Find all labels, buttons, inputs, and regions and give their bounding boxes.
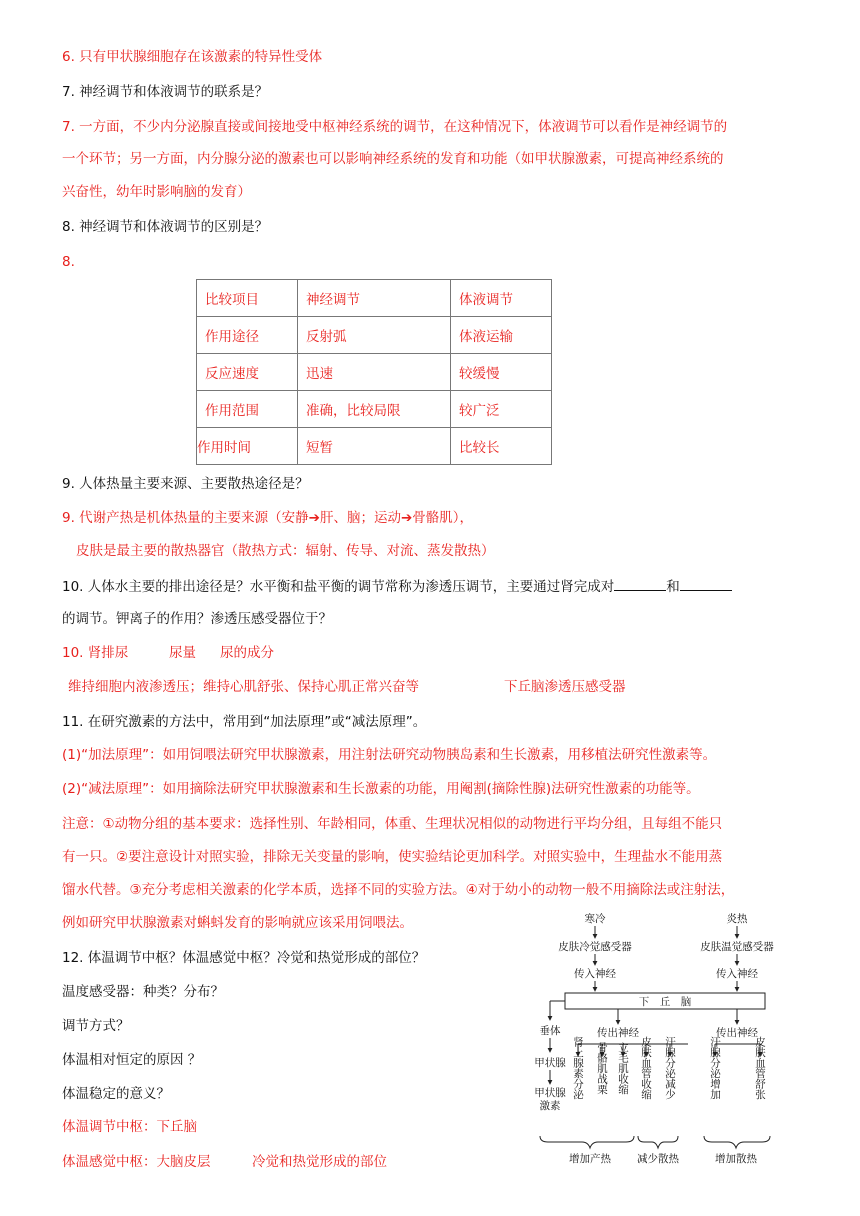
answer-7-line3: 兴奋性，幼年时影响脑的发育） <box>62 184 251 200</box>
arrow-icon: ➔ <box>308 510 320 526</box>
shiver-label: 骨骼肌战栗 <box>596 1041 608 1095</box>
answer-9-part1: 9. 代谢产热是机体热量的主要来源（安静 <box>62 510 309 526</box>
question-12-method: 调节方式？ <box>62 1018 130 1034</box>
cold-receptor-label: 皮肤冷觉感受器 <box>558 941 632 953</box>
thyroid-label: 甲状腺 <box>534 1057 566 1069</box>
vaso-dilate-label: 皮肤血管舒张 <box>754 1036 766 1100</box>
answer-10-line2b: 下丘脑渗透压感受器 <box>504 679 626 695</box>
answer-11-note1: 注意：①动物分组的基本要求：选择性别、年龄相同，体重、生理状况相似的动物进行平均分组，且每组不能只 <box>62 816 723 832</box>
table-cell: 反应速度 <box>197 354 298 391</box>
table-row <box>197 354 552 391</box>
more-loss-label: 增加散热 <box>715 1153 757 1165</box>
pilo-label: 立毛肌收缩 <box>617 1041 629 1095</box>
thermoregulation-diagram <box>530 908 800 1166</box>
question-12-receptor: 温度感受器：种类？分布？ <box>62 984 224 1000</box>
answer-11-note3: 馏水代替。③充分考虑相关激素的化学本质，选择不同的实验方法。④对于幼小的动物一般不用摘除法或注射法， <box>62 882 735 898</box>
hot-receptor-label: 皮肤温觉感受器 <box>700 941 774 953</box>
table-cell: 较广泛 <box>451 391 552 428</box>
hot-afferent-label: 传入神经 <box>716 968 758 980</box>
table-row <box>197 428 552 465</box>
table-cell: 作用途径 <box>197 317 298 354</box>
table-cell: 反射弧 <box>298 317 451 354</box>
sweat-increase-label: 汗腺分泌增加 <box>709 1036 721 1100</box>
question-12: 12. 体温调节中枢？体温感觉中枢？冷觉和热觉形成的部位？ <box>62 950 426 966</box>
cold-afferent-label: 传入神经 <box>574 968 616 980</box>
answer-9-part3: 骨骼肌）， <box>412 510 474 526</box>
fill-blank <box>680 576 732 591</box>
answer-11-note4: 例如研究甲状腺激素对蝌蚪发育的影响就应该采用饲喂法。 <box>62 915 413 931</box>
question-12-reason: 体温相对恒定的原因 ？ <box>62 1052 202 1068</box>
answer-7-line1: 7. 一方面，不少内分泌腺直接或间接地受中枢神经系统的调节，在这种情况下，体液调节可以看作是神经调节的 <box>62 119 728 135</box>
table-cell: 作用时间 <box>197 428 298 465</box>
thyroid-hormone-label-1: 甲状腺 <box>534 1087 566 1099</box>
answer-9-line1 <box>62 508 473 528</box>
table-cell: 较缓慢 <box>451 354 552 391</box>
question-10-and: 和 <box>666 579 680 595</box>
table-cell: 神经调节 <box>298 280 451 317</box>
answer-10-line2a: 维持细胞内液渗透压；维持心肌舒张、保持心肌正常兴奋等 <box>68 679 419 695</box>
comparison-table <box>196 279 552 465</box>
answer-10-part3: 尿的成分 <box>220 645 274 661</box>
answer-12-sense: 体温感觉中枢：大脑皮层 <box>62 1154 211 1170</box>
question-8: 8. 神经调节和体液调节的区别是？ <box>62 219 269 235</box>
question-12-meaning: 体温稳定的意义？ <box>62 1086 170 1102</box>
table-cell: 体液调节 <box>451 280 552 317</box>
table-cell: 迅速 <box>298 354 451 391</box>
vaso-constrict-label: 皮肤血管收缩 <box>640 1036 652 1100</box>
table-cell: 短暂 <box>298 428 451 465</box>
hot-efferent-label: 传出神经 <box>716 1027 758 1039</box>
question-9: 9. 人体热量主要来源、主要散热途径是？ <box>62 476 309 492</box>
answer-10-part2: 尿量 <box>169 645 196 661</box>
answer-11-add: (1)“加法原理”：如用饲喂法研究甲状腺激素，用注射法研究动物胰岛素和生长激素，用移植法研究性激素等。 <box>62 747 717 763</box>
answer-12-center: 体温调节中枢：下丘脑 <box>62 1119 197 1135</box>
answer-11-note2: 有一只。②要注意设计对照实验，排除无关变量的影响，使实验结论更加科学。对照实验中，生理盐水不能用蒸 <box>62 849 723 865</box>
table-cell: 比较长 <box>451 428 552 465</box>
fill-blank <box>614 576 666 591</box>
answer-12-feeling: 冷觉和热觉形成的部位 <box>252 1154 387 1170</box>
answer-9-part2: 肝、脑；运动 <box>319 510 401 526</box>
arrow-icon: ➔ <box>400 510 413 526</box>
adrenal-label: 肾上腺素分泌 <box>572 1036 584 1100</box>
cold-efferent-label: 传出神经 <box>597 1027 639 1039</box>
question-11: 11. 在研究激素的方法中，常用到“加法原理”或“减法原理”。 <box>62 714 427 730</box>
answer-6: 6. 只有甲状腺细胞存在该激素的特异性受体 <box>62 49 323 65</box>
table-cell: 作用范围 <box>197 391 298 428</box>
table-row <box>197 280 552 317</box>
table-row <box>197 317 552 354</box>
answer-8-label: 8. <box>62 254 75 270</box>
question-10-line2: 的调节。钾离子的作用？渗透压感受器位于？ <box>62 611 332 627</box>
hot-label: 炎热 <box>726 913 748 925</box>
table-row <box>197 391 552 428</box>
table-cell: 准确，比较局限 <box>298 391 451 428</box>
answer-7-line2: 一个环节；另一方面，内分腺分泌的激素也可以影响神经系统的发育和功能（如甲状腺激素，可提高神经系统的 <box>62 151 724 167</box>
pituitary-label: 垂体 <box>539 1025 561 1037</box>
answer-10-part1: 10. 肾排尿 <box>62 645 129 661</box>
sweat-decrease-label: 汗腺分泌减少 <box>664 1036 676 1100</box>
less-loss-label: 减少散热 <box>637 1153 679 1165</box>
question-10-line1 <box>62 576 732 597</box>
thyroid-hormone-label-2: 激素 <box>539 1100 561 1112</box>
table-cell: 比较项目 <box>197 280 298 317</box>
hypothalamus-label: 下 丘 脑 <box>638 996 692 1008</box>
answer-9-line2: 皮肤是最主要的散热器官（散热方式：辐射、传导、对流、蒸发散热） <box>76 543 495 559</box>
cold-label: 寒冷 <box>584 913 606 925</box>
more-heat-label: 增加产热 <box>569 1153 611 1165</box>
question-7: 7. 神经调节和体液调节的联系是？ <box>62 84 269 100</box>
question-10-text: 10. 人体水主要的排出途径是？水平衡和盐平衡的调节常称为渗透压调节，主要通过肾完成对 <box>62 579 615 595</box>
answer-11-subtract: (2)“减法原理”：如用摘除法研究甲状腺激素和生长激素的功能，用阉割(摘除性腺)法研究性激素的功能等。 <box>62 781 700 797</box>
table-cell: 体液运输 <box>451 317 552 354</box>
